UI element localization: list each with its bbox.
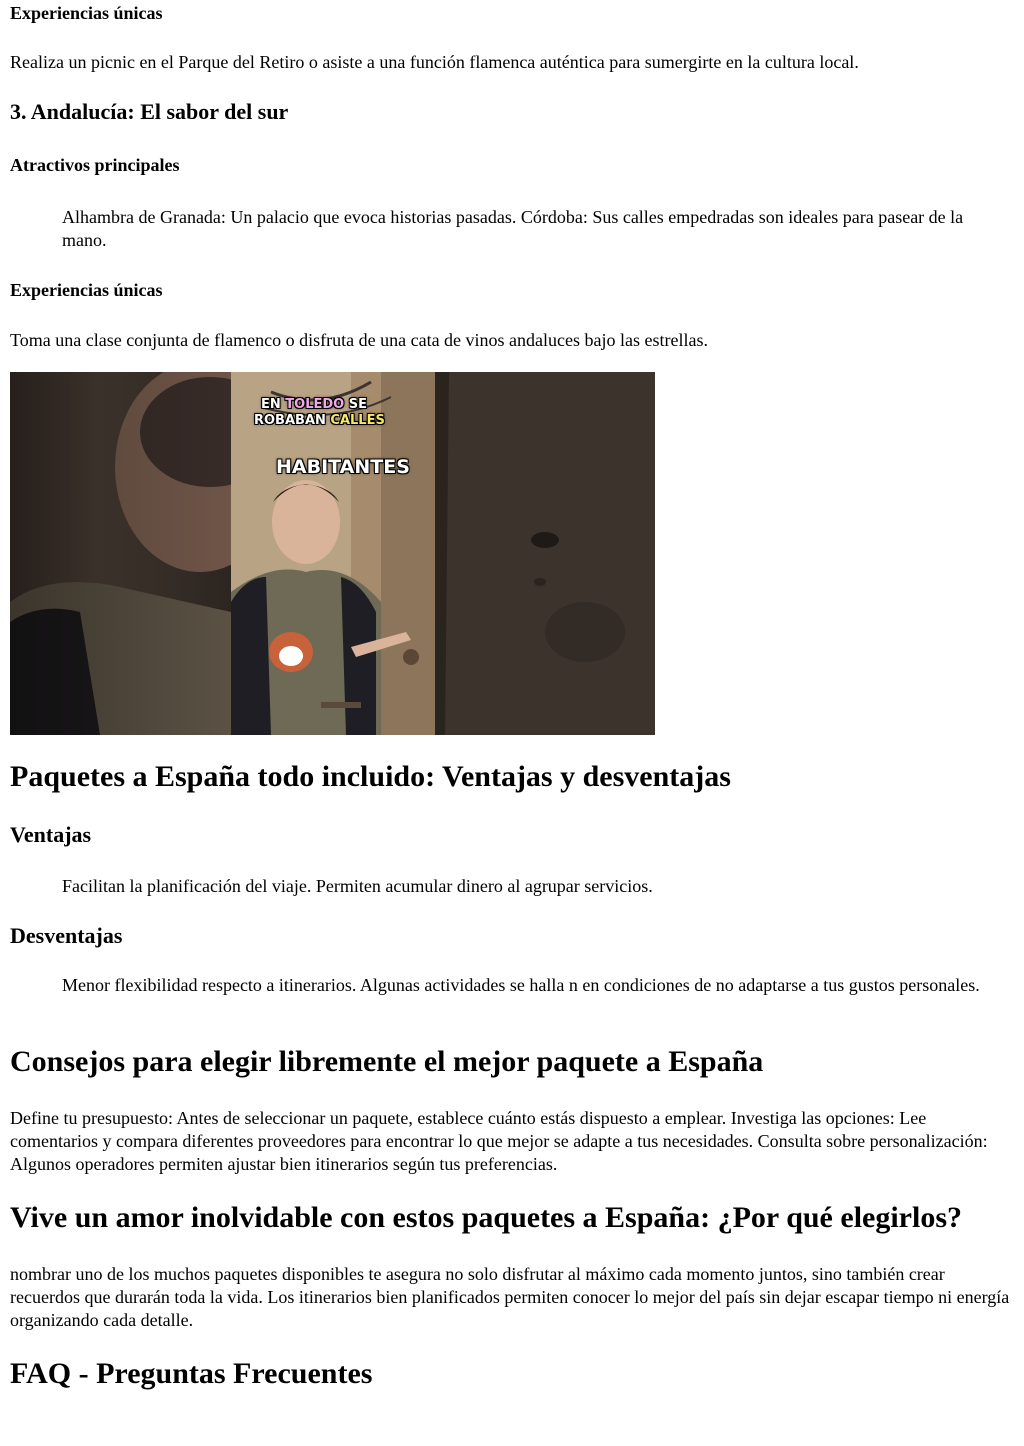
caption-word-calles: CALLES [330, 413, 385, 428]
video-frame-left [10, 372, 231, 735]
cons-heading: Desventajas [10, 923, 123, 948]
experiences-heading-madrid: Experiencias únicas [10, 3, 163, 23]
attractions-text: Alhambra de Granada: Un palacio que evoca historias pasadas. Córdoba: Sus calles empedradas son ideales para pasear de la mano. [62, 207, 964, 250]
pros-text: Facilitan la planificación del viaje. Permiten acumular dinero al agrupar servicios. [62, 876, 653, 896]
person-closeup-icon [10, 372, 231, 735]
video-caption-line1 [261, 398, 367, 412]
stone-wall-icon [435, 372, 655, 735]
faq-heading: FAQ - Preguntas Frecuentes [10, 1357, 373, 1390]
pros-heading: Ventajas [10, 822, 92, 847]
caption-word-se: SE [348, 397, 368, 412]
video-frame-right [435, 372, 655, 735]
experiences-text-madrid: Realiza un picnic en el Parque del Retiro o asiste a una función flamenca auténtica para sumergirte en la cultura local. [10, 52, 859, 72]
caption-word-robaban: ROBABAN [254, 413, 326, 428]
andalucia-heading: 3. Andalucía: El sabor del sur [10, 99, 289, 124]
love-text: nombrar uno de los muchos paquetes disponibles te asegura no solo disfrutar al máximo cada momento juntos, sino también crear recuerdos que durarán toda la vida. Los itinerarios bien planificados permiten conocer lo mejor del país sin dejar escapar tiempo ni energía organizando cada detalle. [10, 1264, 1010, 1330]
caption-word-en: EN [261, 397, 281, 412]
video-caption-line2 [254, 414, 385, 428]
experiences-heading-andalucia: Experiencias únicas [10, 280, 163, 300]
video-thumbnail[interactable] [10, 372, 655, 735]
experiences-text-andalucia: Toma una clase conjunta de flamenco o disfruta de una cata de vinos andaluces bajo las estrellas. [10, 330, 708, 350]
attractions-heading: Atractivos principales [10, 155, 180, 175]
cons-text: Menor flexibilidad respecto a itinerarios. Algunas actividades se halla n en condiciones de no adaptarse a tus gustos personales. [62, 975, 980, 995]
packages-heading: Paquetes a España todo incluido: Ventajas y desventajas [10, 760, 731, 793]
love-heading: Vive un amor inolvidable con estos paquetes a España: ¿Por qué elegirlos? [10, 1201, 963, 1234]
tips-heading: Consejos para elegir libremente el mejor paquete a España [10, 1045, 764, 1078]
video-caption-main: HABITANTES [276, 456, 410, 478]
video-frame-middle [231, 372, 435, 735]
caption-word-toledo: TOLEDO [285, 397, 345, 412]
tips-text: Define tu presupuesto: Antes de seleccionar un paquete, establece cuánto estás dispuesto a emplear. Investiga las opciones: Lee comentarios y compara diferentes proveedores para encontrar lo que mejor se adapte a tus necesidades. Consulta sobre personalización: Algunos operadores permiten ajustar bien itinerarios según tus preferencias. [10, 1108, 988, 1174]
